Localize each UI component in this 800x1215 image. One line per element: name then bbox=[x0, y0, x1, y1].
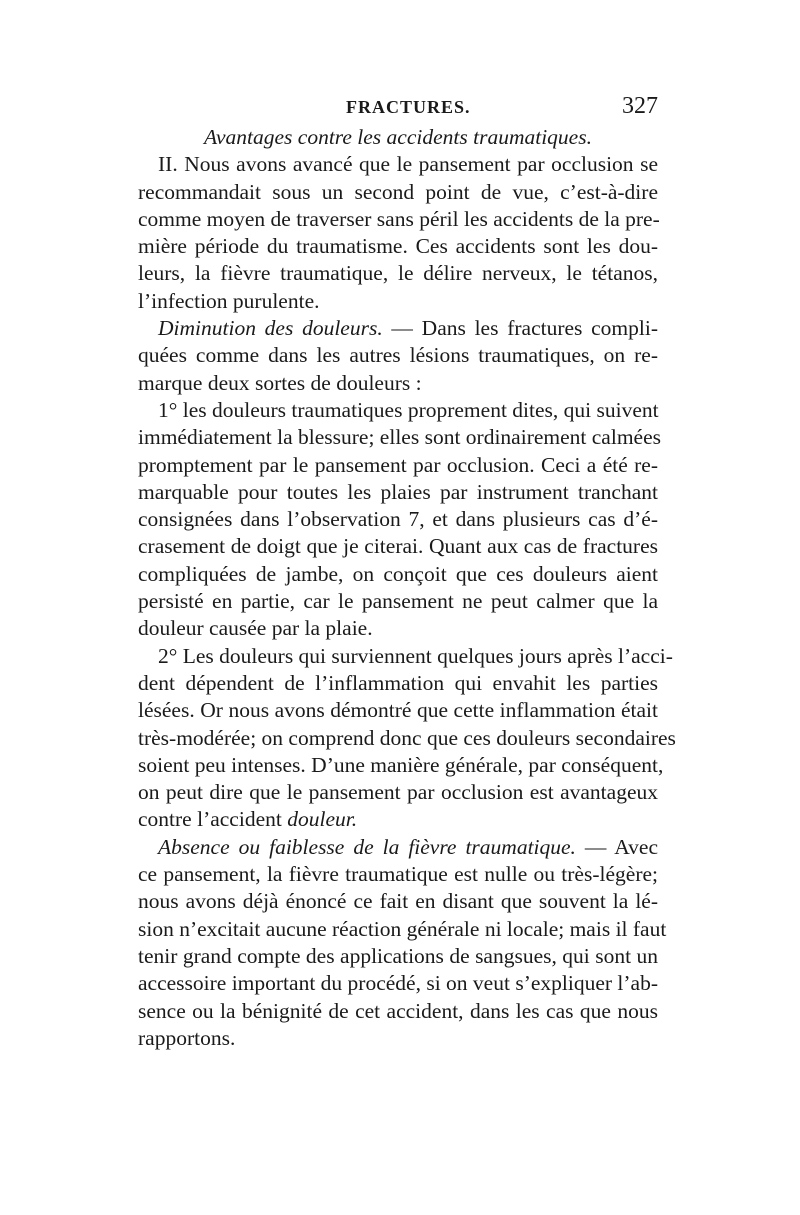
text-segment: rapportons. bbox=[138, 1025, 236, 1050]
text-line bbox=[138, 670, 658, 697]
page-number: 327 bbox=[622, 93, 658, 119]
italic-text-segment: Absence ou faiblesse de la fièvre traumatique. bbox=[158, 834, 576, 859]
running-title: FRACTURES. bbox=[346, 97, 471, 117]
text-segment: contre l’accident bbox=[138, 807, 288, 832]
italic-text-segment: Diminution des douleurs. bbox=[158, 316, 383, 341]
text-segment: mière période du traumatisme. Ces accidents sont les dou- bbox=[138, 234, 658, 259]
page-body-text bbox=[138, 124, 676, 1052]
text-segment: 1° les douleurs traumatiques proprement dites, qui suivent bbox=[158, 397, 659, 422]
text-segment: nous avons déjà énoncé ce fait en disant que souvent la lé- bbox=[138, 889, 658, 914]
text-segment: compliquées de jambe, on conçoit que ces douleurs aient bbox=[138, 561, 658, 586]
text-segment: soient peu intenses. D’une manière générale, par conséquent, bbox=[138, 752, 664, 777]
text-line bbox=[138, 288, 658, 315]
text-line bbox=[138, 479, 658, 506]
text-segment: recommandait sous un second point de vue, c’est-à-dire bbox=[138, 179, 658, 204]
text-segment: comme moyen de traverser sans péril les accidents de la pre- bbox=[138, 206, 660, 231]
text-line bbox=[138, 806, 658, 833]
text-segment: 2° Les douleurs qui surviennent quelques jours après l’acci- bbox=[158, 643, 673, 668]
text-line bbox=[138, 124, 658, 151]
text-line bbox=[138, 179, 658, 206]
text-segment: — Dans les fractures compli- bbox=[382, 316, 659, 341]
text-line bbox=[138, 506, 658, 533]
text-line bbox=[138, 1025, 658, 1052]
text-line bbox=[138, 916, 667, 943]
text-line bbox=[138, 561, 658, 588]
italic-text-segment: douleur. bbox=[287, 807, 358, 832]
text-segment: accessoire important du procédé, si on veut s’expliquer l’ab- bbox=[138, 971, 658, 996]
text-segment: ce pansement, la fièvre traumatique est nulle ou très-légère; bbox=[138, 862, 658, 887]
text-segment: leurs, la fièvre traumatique, le délire nerveux, le tétanos, bbox=[138, 261, 658, 286]
text-segment: sion n’excitait aucune réaction générale ni locale; mais il faut bbox=[138, 916, 667, 941]
text-segment: consignées dans l’observation 7, et dans plusieurs cas d’é- bbox=[138, 507, 658, 532]
text-segment: persisté en partie, car le pansement ne peut calmer que la bbox=[138, 589, 658, 614]
text-segment: sence ou la bénignité de cet accident, dans les cas que nous bbox=[138, 998, 658, 1023]
text-line bbox=[138, 970, 658, 997]
text-line bbox=[138, 233, 658, 260]
text-line bbox=[138, 342, 658, 369]
text-segment: crasement de doigt que je citerai. Quant aux cas de fractures bbox=[138, 534, 658, 559]
text-line bbox=[138, 615, 658, 642]
text-line bbox=[138, 397, 658, 424]
text-line bbox=[138, 861, 658, 888]
text-line bbox=[138, 888, 658, 915]
text-segment: l’infection purulente. bbox=[138, 288, 320, 313]
text-segment: quées comme dans les autres lésions traumatiques, on re- bbox=[138, 343, 658, 368]
text-line bbox=[138, 452, 658, 479]
text-segment: marquable pour toutes les plaies par instrument tranchant bbox=[138, 479, 658, 504]
text-line bbox=[138, 643, 673, 670]
text-segment: II. Nous avons avancé que le pansement par occlusion se bbox=[158, 152, 658, 177]
text-line bbox=[138, 697, 658, 724]
text-line bbox=[138, 588, 658, 615]
italic-text-segment: Avantages contre les accidents traumatiques. bbox=[204, 125, 592, 149]
text-segment: tenir grand compte des applications de sangsues, qui sont un bbox=[138, 943, 658, 968]
text-line bbox=[138, 752, 664, 779]
text-segment: marque deux sortes de douleurs : bbox=[138, 370, 422, 395]
text-line bbox=[138, 424, 661, 451]
text-line bbox=[138, 725, 676, 752]
text-segment: promptement par le pansement par occlusion. Ceci a été re- bbox=[138, 452, 658, 477]
text-segment: immédiatement la blessure; elles sont ordinairement calmées bbox=[138, 425, 661, 450]
text-line bbox=[138, 834, 658, 861]
text-segment: — Avec bbox=[575, 834, 658, 859]
text-line bbox=[138, 260, 658, 287]
text-segment: lésées. Or nous avons démontré que cette inflammation était bbox=[138, 698, 658, 723]
text-line bbox=[138, 998, 658, 1025]
page-header bbox=[138, 93, 658, 125]
text-line bbox=[138, 779, 658, 806]
text-segment: on peut dire que le pansement par occlusion est avantageux bbox=[138, 780, 658, 805]
text-line bbox=[138, 370, 658, 397]
text-line bbox=[138, 943, 658, 970]
text-line bbox=[138, 151, 658, 178]
text-segment: douleur causée par la plaie. bbox=[138, 616, 373, 641]
text-line bbox=[138, 533, 658, 560]
text-segment: très-modérée; on comprend donc que ces douleurs secondaires bbox=[138, 725, 676, 750]
text-line bbox=[138, 206, 658, 233]
text-line bbox=[138, 315, 658, 342]
text-segment: dent dépendent de l’inflammation qui envahit les parties bbox=[138, 670, 658, 695]
